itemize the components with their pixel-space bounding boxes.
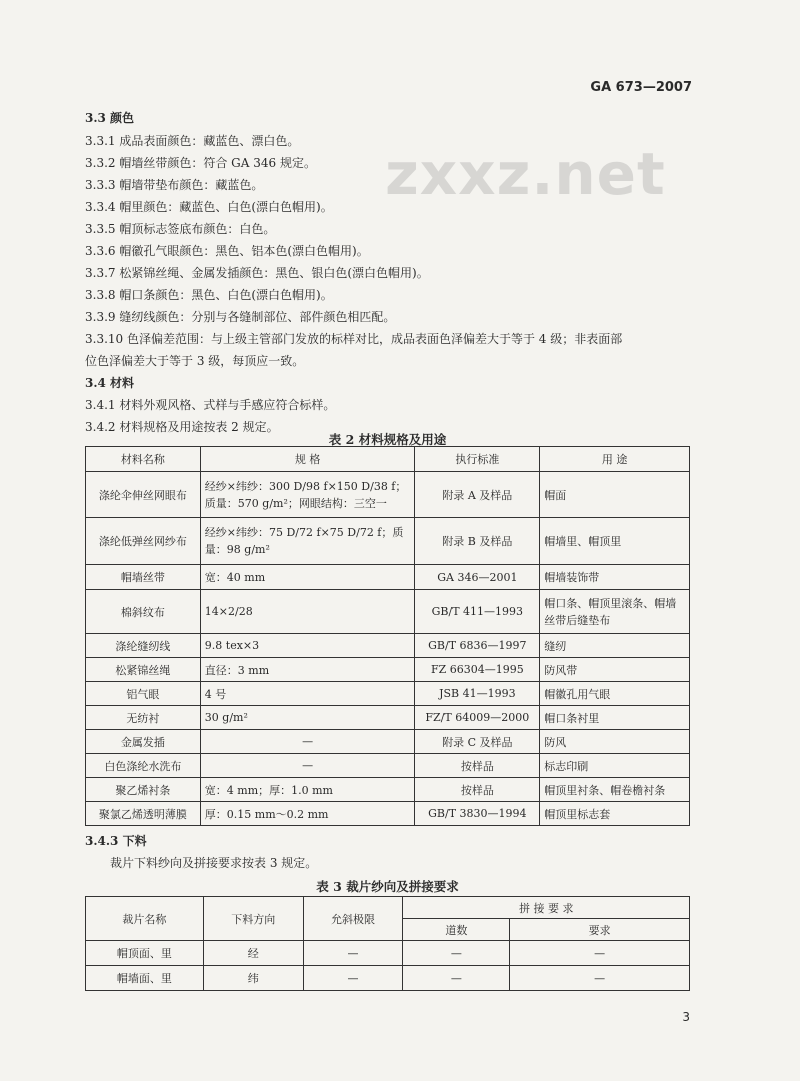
table-3-header-cell: 裁片名称: [86, 897, 204, 941]
table-cell: 聚乙烯衬条: [86, 778, 201, 802]
table-cell: 帽墙丝带: [86, 565, 201, 590]
table-cell: 聚氯乙烯透明薄膜: [86, 802, 201, 826]
table-row: [86, 730, 690, 754]
table-cell: —: [303, 966, 403, 991]
table-cell: 经纱×纬纱：75 D/72 f×75 D/72 f；质量：98 g/m²: [200, 518, 415, 565]
section-3-4-3-text: 裁片下料纱向及拼接要求按表 3 规定。: [110, 856, 318, 870]
table-cell: —: [510, 941, 690, 966]
table-2-header-cell: 执行标准: [415, 447, 540, 472]
table-cell: —: [403, 941, 510, 966]
table-cell: 9.8 tex×3: [200, 634, 415, 658]
table-cell: 松紧锦丝绳: [86, 658, 201, 682]
table-2-header: [86, 447, 690, 472]
table-cell: 附录 B 及样品: [415, 518, 540, 565]
table-cell: 金属发插: [86, 730, 201, 754]
table-row: [86, 565, 690, 590]
table-cell: 直径：3 mm: [200, 658, 415, 682]
table-cell: 帽面: [540, 472, 690, 518]
item-3-4-2: 3.4.2 材料规格及用途按表 2 规定。: [85, 420, 279, 434]
table-cell: 涤纶缝纫线: [86, 634, 201, 658]
table-3-subheader-cell: 道数: [403, 919, 510, 941]
table-cell: 附录 C 及样品: [415, 730, 540, 754]
item-3-4-1: 3.4.1 材料外观风格、式样与手感应符合标样。: [85, 398, 336, 412]
table-cell: 标志印刷: [540, 754, 690, 778]
table-cell: 经: [203, 941, 303, 966]
table-row: [86, 658, 690, 682]
section-3-4-title: 3.4 材料: [85, 376, 135, 390]
table-cell: FZ 66304—1995: [415, 658, 540, 682]
table-cell: 帽墙装饰带: [540, 565, 690, 590]
item-3-3-4: 3.3.4 帽里颜色：藏蓝色、白色(漂白色帽用)。: [85, 200, 333, 214]
table-cell: 帽顶里标志套: [540, 802, 690, 826]
table-cell: —: [510, 966, 690, 991]
table-row: [86, 778, 690, 802]
table-cell: 纬: [203, 966, 303, 991]
table-2-header-cell: 材料名称: [86, 447, 201, 472]
table-2: [85, 446, 690, 826]
watermark: zxxz.net: [385, 140, 666, 208]
table-cell: 4 号: [200, 682, 415, 706]
table-3-header-cell: 拼 接 要 求: [403, 897, 690, 919]
table-cell: 无纺衬: [86, 706, 201, 730]
table-cell: 按样品: [415, 754, 540, 778]
table-row: [86, 802, 690, 826]
table-cell: GA 346—2001: [415, 565, 540, 590]
item-3-3-5: 3.3.5 帽顶标志签底布颜色：白色。: [85, 222, 276, 236]
table-cell: 14×2/28: [200, 590, 415, 634]
item-3-3-2: 3.3.2 帽墙丝带颜色：符合 GA 346 规定。: [85, 156, 316, 170]
table-3: [85, 896, 690, 991]
item-3-3-3: 3.3.3 帽墙带垫布颜色：藏蓝色。: [85, 178, 264, 192]
table-row: [86, 706, 690, 730]
table-2-header-cell: 用 途: [540, 447, 690, 472]
table-cell: 按样品: [415, 778, 540, 802]
table-cell: 经纱×纬纱：300 D/98 f×150 D/38 f；质量：570 g/m²；网眼结构：三空一: [200, 472, 415, 518]
table-row: [86, 518, 690, 565]
table-3-header: [86, 897, 690, 919]
table-cell: 帽墙面、里: [86, 966, 204, 991]
section-3-4-3-title: 3.4.3 下料: [85, 834, 147, 848]
table-cell: 棉斜纹布: [86, 590, 201, 634]
table-row: [86, 754, 690, 778]
table-cell: 白色涤纶水洗布: [86, 754, 201, 778]
table-cell: 帽墙里、帽顶里: [540, 518, 690, 565]
table-cell: 帽顶里衬条、帽卷檐衬条: [540, 778, 690, 802]
table-2-header-cell: 规 格: [200, 447, 415, 472]
table-row: [86, 941, 690, 966]
table-cell: —: [200, 754, 415, 778]
table-cell: FZ/T 64009—2000: [415, 706, 540, 730]
table-cell: JSB 41—1993: [415, 682, 540, 706]
table-row: [86, 966, 690, 991]
table-cell: 防风: [540, 730, 690, 754]
table-2-caption: 表 2 材料规格及用途: [328, 432, 447, 447]
item-3-3-10: 3.3.10 色泽偏差范围：与上级主管部门发放的标样对比，成品表面色泽偏差大于等于 4 级；非表面部: [85, 332, 623, 346]
table-3-header-cell: 下料方向: [203, 897, 303, 941]
table-cell: 附录 A 及样品: [415, 472, 540, 518]
table-cell: 涤纶伞伸丝网眼布: [86, 472, 201, 518]
table-cell: 涤纶低弹丝网纱布: [86, 518, 201, 565]
table-cell: —: [403, 966, 510, 991]
table-cell: —: [200, 730, 415, 754]
table-cell: 铝气眼: [86, 682, 201, 706]
item-3-3-10-cont: 位色泽偏差大于等于 3 级，每顶应一致。: [85, 354, 305, 368]
item-3-3-9: 3.3.9 缝纫线颜色：分别与各缝制部位、部件颜色相匹配。: [85, 310, 396, 324]
table-3-subheader-cell: 要求: [510, 919, 690, 941]
table-3-caption: 表 3 裁片纱向及拼接要求: [316, 879, 459, 894]
item-3-3-7: 3.3.7 松紧锦丝绳、金属发插颜色：黑色、银白色(漂白色帽用)。: [85, 266, 429, 280]
page-number: 3: [682, 1010, 690, 1024]
table-cell: —: [303, 941, 403, 966]
table-cell: 防风带: [540, 658, 690, 682]
table-cell: GB/T 6836—1997: [415, 634, 540, 658]
table-cell: GB/T 411—1993: [415, 590, 540, 634]
table-cell: GB/T 3830—1994: [415, 802, 540, 826]
table-cell: 帽口条衬里: [540, 706, 690, 730]
table-row: [86, 682, 690, 706]
table-row: [86, 590, 690, 634]
table-cell: 帽口条、帽顶里滚条、帽墙丝带后缝垫布: [540, 590, 690, 634]
table-cell: 宽：40 mm: [200, 565, 415, 590]
table-3-header-cell: 允斜极限: [303, 897, 403, 941]
table-cell: 宽：4 mm；厚：1.0 mm: [200, 778, 415, 802]
table-cell: 30 g/m²: [200, 706, 415, 730]
table-cell: 缝纫: [540, 634, 690, 658]
item-3-3-6: 3.3.6 帽徽孔气眼颜色：黑色、铝本色(漂白色帽用)。: [85, 244, 369, 258]
table-row: [86, 472, 690, 518]
table-cell: 帽徽孔用气眼: [540, 682, 690, 706]
table-cell: 厚：0.15 mm～0.2 mm: [200, 802, 415, 826]
table-cell: 帽顶面、里: [86, 941, 204, 966]
table-row: [86, 634, 690, 658]
item-3-3-1: 3.3.1 成品表面颜色：藏蓝色、漂白色。: [85, 134, 300, 148]
standard-number: GA 673—2007: [590, 80, 692, 95]
section-3-3-title: 3.3 颜色: [85, 111, 135, 125]
item-3-3-8: 3.3.8 帽口条颜色：黑色、白色(漂白色帽用)。: [85, 288, 333, 302]
